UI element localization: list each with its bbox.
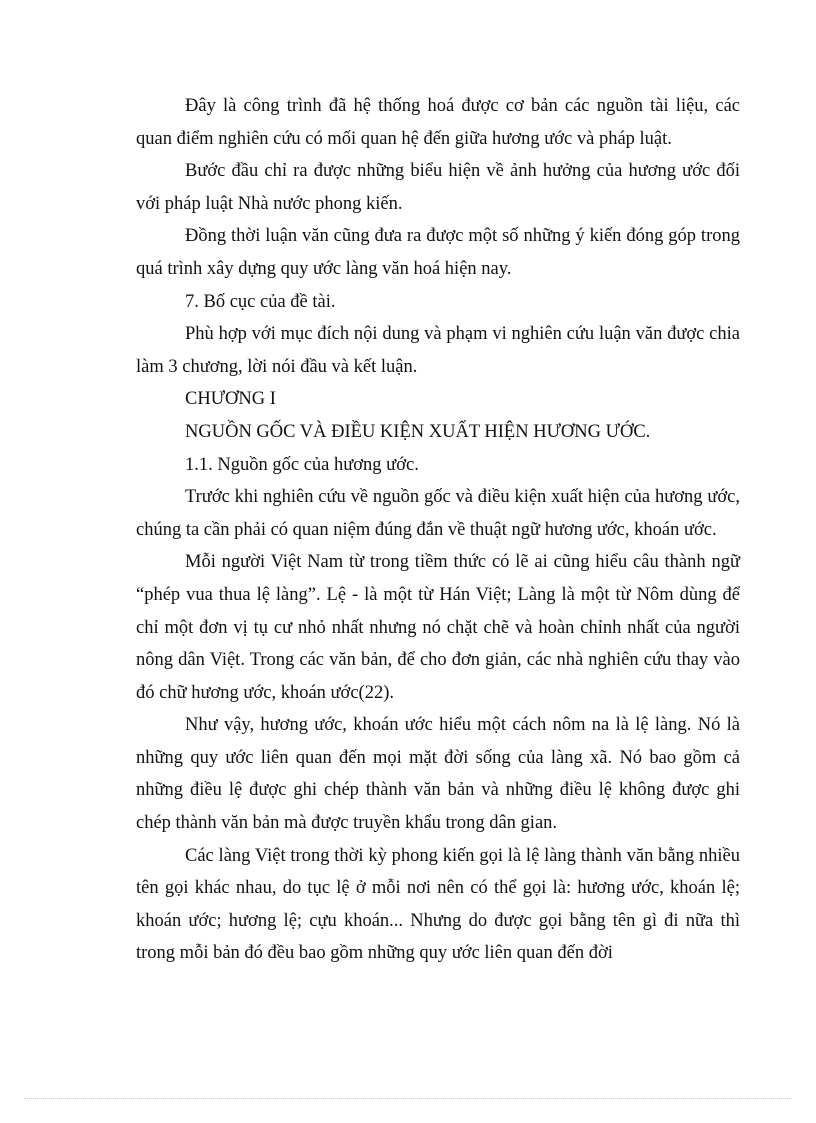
paragraph-initial-findings: Bước đầu chỉ ra được những biểu hiện về ảnh hưởng của hương ước đối với pháp luật Nhà nước phong kiến.	[136, 161, 740, 214]
page-divider	[24, 1098, 792, 1099]
paragraph-village-custom: Mỗi người Việt Nam từ trong tiềm thức có lẽ ai cũng hiểu câu thành ngữ “phép vua thua lệ làng”. Lệ - là một từ Hán Việt; Làng là một từ Nôm dùng để chỉ một đơn vị tụ cư nhỏ nhất nhưng nó chặt chẽ và hoàn chỉnh nhất của người nông dân Việt. Trong các văn bản, để cho đơn giản, các nhà nghiên cứu thay vào đó chữ hương ước, khoán ước(22).	[136, 552, 740, 703]
section-heading-structure: 7. Bố cục của đề tài.	[185, 291, 336, 312]
paragraph-definition: Như vậy, hương ước, khoán ước hiểu một cách nôm na là lệ làng. Nó là những quy ước liên quan đến mọi mặt đời sống của làng xã. Nó bao gồm cả những điều lệ được ghi chép thành văn bản và những điều lệ không được ghi chép thành văn bản mà được truyền khẩu trong dân gian.	[136, 715, 740, 834]
paragraph-summary-systematization: Đây là công trình đã hệ thống hoá được cơ bản các nguồn tài liệu, các quan điểm nghiên cứu có mối quan hệ đến giữa hương ước và pháp luật.	[136, 96, 740, 149]
paragraph-names: Các làng Việt trong thời kỳ phong kiến gọi là lệ làng thành văn bằng nhiều tên gọi khác nhau, do tục lệ ở mỗi nơi nên có thể gọi là: hương ước, khoán lệ; khoán ước; hương lệ; cựu khoán... Nhưng do được gọi bằng tên gì đi nữa thì trong mỗi bản đó đều bao gồm những quy ước liên quan đến đời	[136, 845, 740, 964]
paragraph-terminology: Trước khi nghiên cứu về nguồn gốc và điều kiện xuất hiện của hương ước, chúng ta cần phải có quan niệm đúng đắn về thuật ngữ hương ước, khoán ước.	[136, 487, 740, 540]
paragraph-structure: Phù hợp với mục đích nội dung và phạm vi nghiên cứu luận văn được chia làm 3 chương, lời nói đầu và kết luận.	[136, 324, 740, 377]
document-body	[136, 90, 740, 970]
paragraph-contributions: Đồng thời luận văn cũng đưa ra được một số những ý kiến đóng góp trong quá trình xây dựng quy ước làng văn hoá hiện nay.	[136, 226, 740, 279]
chapter-label: CHƯƠNG I	[185, 389, 276, 410]
chapter-title: NGUỒN GỐC VÀ ĐIỀU KIỆN XUẤT HIỆN HƯƠNG ƯỚC.	[185, 421, 651, 442]
subsection-heading-origin: 1.1. Nguồn gốc của hương ước.	[185, 454, 419, 475]
